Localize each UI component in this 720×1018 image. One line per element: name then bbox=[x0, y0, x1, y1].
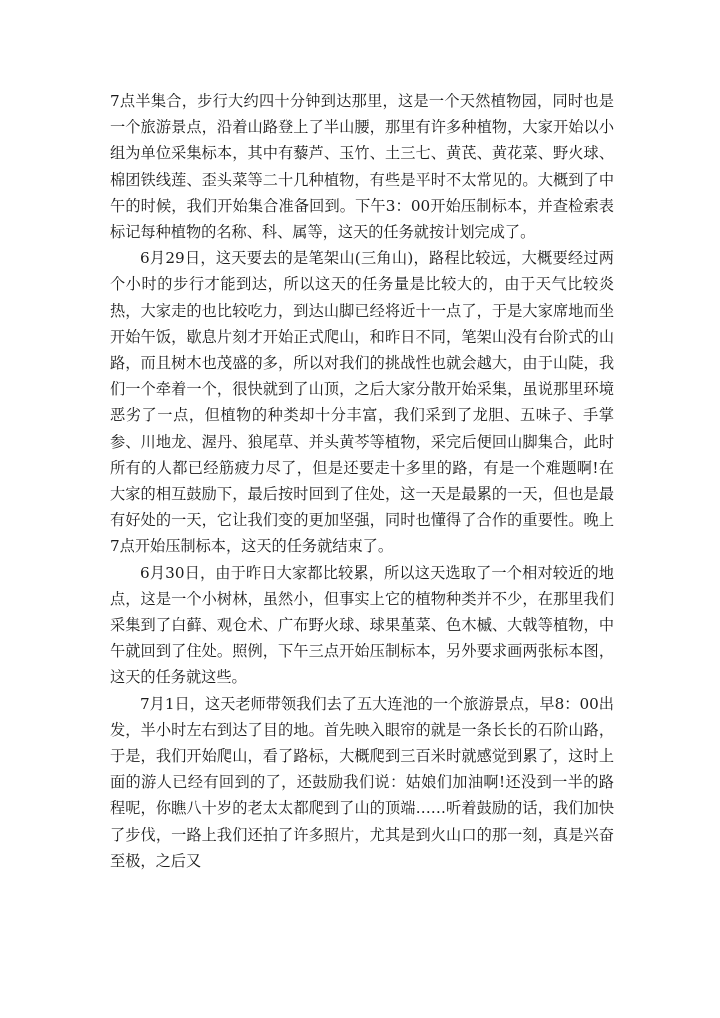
paragraph-june-29: 6月29日，这天要去的是笔架山(三角山)，路程比较远，大概要经过两个小时的步行才能到达，所以这天的任务量是比较大的，由于天气比较炎热，大家走的也比较吃力，到达山脚已经将近十一点了，于是大家席地而坐开始午饭，歇息片刻才开始正式爬山，和昨日不同，笔架山没有台阶式的山路，而且树木也茂盛的多，所以对我们的挑战性也就会越大，由于山陡，我们一个牵着一个，很快就到了山顶，之后大家分散开始采集，虽说那里环境恶劣了一点，但植物的种类却十分丰富，我们采到了龙胆、五味子、手掌参、川地龙、渥丹、狼尾草、并头黄芩等植物，采完后便回山脚集合，此时所有的人都已经筋疲力尽了，但是还要走十多里的路，有是一个难题啊!在大家的相互鼓励下，最后按时回到了住处，这一天是最累的一天，但也是最有好处的一天，它让我们变的更加坚强，同时也懂得了合作的重要性。晚上7点开始压制标本，这天的任务就结束了。 bbox=[110, 249, 614, 556]
paragraph-june-30: 6月30日，由于昨日大家都比较累，所以这天选取了一个相对较近的地点，这是一个小树林，虽然小，但事实上它的植物种类并不少，在那里我们采集到了白藓、观仓术、广布野火球、球果堇菜、色木槭、大戟等植物，中午就回到了住处。照例，下午三点开始压制标本，另外要求画两张标本图，这天的任务就这些。 bbox=[110, 563, 614, 687]
document-body bbox=[110, 88, 614, 874]
paragraph-july-1: 7月1日，这天老师带领我们去了五大连池的一个旅游景点，早8：00出发，半小时左右到达了目的地。首先映入眼帘的就是一条长长的石阶山路，于是，我们开始爬山，看了路标，大概爬到三百米时就感觉到累了，这时上面的游人已经有回到的了，还鼓励我们说：姑娘们加油啊!还没到一半的路程呢，你瞧八十岁的老太太都爬到了山的顶端……听着鼓励的话，我们加快了步伐，一路上我们还拍了许多照片，尤其是到火山口的那一刻，真是兴奋至极，之后又 bbox=[110, 694, 614, 870]
paragraph-intro: 7点半集合，步行大约四十分钟到达那里，这是一个天然植物园，同时也是一个旅游景点，沿着山路登上了半山腰，那里有许多种植物，大家开始以小组为单位采集标本，其中有藜芦、玉竹、土三七、黄芪、黄花菜、野火球、棉团铁线莲、歪头菜等二十几种植物，有些是平时不太常见的。大概到了中午的时候，我们开始集合准备回到。下午3：00开始压制标本，并查检索表标记每种植物的名称、科、属等，这天的任务就按计划完成了。 bbox=[110, 92, 614, 242]
